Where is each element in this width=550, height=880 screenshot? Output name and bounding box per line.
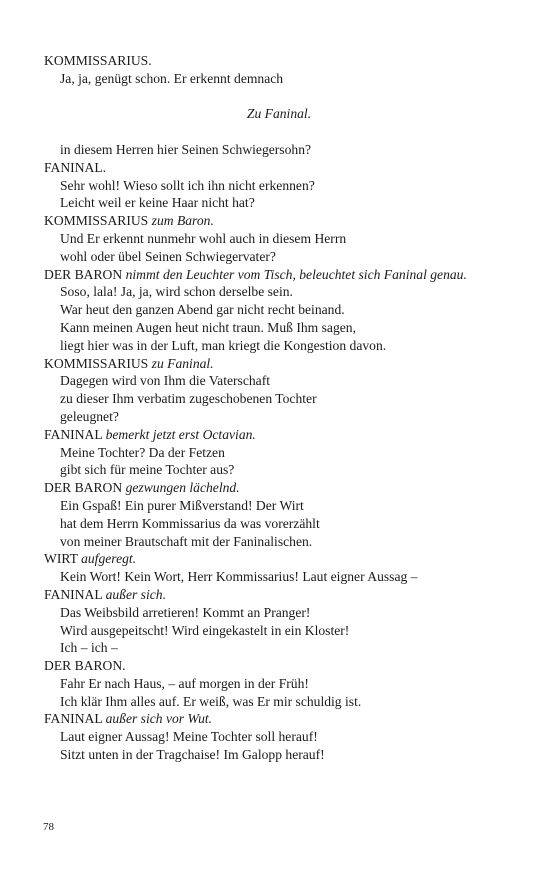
speaker-name: FANINAL	[44, 711, 103, 727]
blank-line	[44, 123, 514, 141]
speaker-line	[44, 52, 514, 70]
stage-direction: zum Baron.	[151, 213, 214, 229]
stage-direction: aufgeregt.	[81, 551, 137, 567]
verse-line: Kein Wort! Kein Wort, Herr Kommissarius! Laut eigner Aussag –	[60, 569, 418, 585]
verse-line: Soso, lala! Ja, ja, wird schon derselbe sein.	[60, 284, 293, 300]
speaker-name: KOMMISSARIUS.	[44, 53, 152, 68]
verse-line: Ein Gspaß! Ein purer Mißverstand! Der Wirt	[60, 497, 304, 513]
stage-direction: nimmt den Leuchter vom Tisch, beleuchtet sich Faninal genau.	[125, 266, 467, 282]
speaker-name: KOMMISSARIUS	[44, 355, 149, 371]
verse-line: Das Weibsbild arretieren! Kommt an Pranger!	[60, 604, 311, 620]
verse-line: Fahr Er nach Haus, – auf morgen in der Früh!	[60, 675, 309, 691]
speaker-name: WIRT	[44, 551, 78, 567]
verse-line: Ja, ja, genügt schon. Er erkennt demnach	[60, 70, 284, 86]
verse-line: Sitzt unten in der Tragchaise! Im Galopp herauf!	[60, 747, 325, 763]
play-text	[44, 52, 514, 764]
speaker-line	[44, 586, 514, 604]
blank-line	[44, 88, 514, 106]
verse-line: geleugnet?	[60, 408, 119, 424]
verse-line: Kann meinen Augen heut nicht traun. Muß Ihm sagen,	[60, 319, 356, 335]
speaker-line	[44, 355, 514, 373]
verse-line: Laut eigner Aussag! Meine Tochter soll herauf!	[60, 729, 318, 745]
verse-line: Sehr wohl! Wieso sollt ich ihn nicht erkennen?	[60, 177, 315, 193]
speaker-line	[44, 710, 514, 728]
verse-line: Meine Tochter? Da der Fetzen	[60, 444, 225, 460]
speaker-name: DER BARON	[44, 480, 123, 496]
verse-line: zu dieser Ihm verbatim zugeschobenen Tochter	[60, 391, 317, 407]
verse-line: in diesem Herren hier Seinen Schwiegersohn?	[60, 141, 312, 157]
verse-line: Wird ausgepeitscht! Wird eingekastelt in ein Kloster!	[60, 622, 350, 638]
speaker-line	[44, 550, 514, 568]
verse-line: Ich – ich –	[60, 640, 118, 656]
verse-line: War heut den ganzen Abend gar nicht recht beinand.	[60, 302, 345, 318]
verse-line: hat dem Herrn Kommissarius da was vorerzählt	[60, 515, 320, 531]
stage-direction: außer sich.	[105, 586, 166, 602]
stage-direction: Zu Faninal.	[246, 106, 312, 122]
verse-line: gibt sich für meine Tochter aus?	[60, 462, 235, 478]
speaker-line	[44, 159, 514, 177]
verse-line: Leicht weil er keine Haar nicht hat?	[60, 195, 255, 211]
speaker-name: KOMMISSARIUS	[44, 213, 149, 229]
page-number: 78	[43, 821, 54, 833]
speaker-name: DER BARON.	[44, 658, 126, 674]
speaker-line	[44, 426, 514, 444]
speaker-line	[44, 479, 514, 497]
verse-line: Dagegen wird von Ihm die Vaterschaft	[60, 373, 271, 389]
verse-line: von meiner Brautschaft mit der Faninalischen.	[60, 533, 313, 549]
verse-line: wohl oder übel Seinen Schwiegervater?	[60, 248, 276, 264]
speaker-name: FANINAL	[44, 586, 103, 602]
stage-direction: zu Faninal.	[151, 355, 214, 371]
speaker-line	[44, 212, 514, 230]
speaker-line	[44, 657, 514, 675]
stage-direction: außer sich vor Wut.	[105, 711, 213, 727]
stage-direction: gezwungen lächelnd.	[125, 480, 240, 496]
verse-line: liegt hier was in der Luft, man kriegt die Kongestion davon.	[60, 337, 387, 353]
stage-direction: bemerkt jetzt erst Octavian.	[105, 426, 256, 442]
speaker-name: FANINAL	[44, 426, 103, 442]
verse-line: Und Er erkennt nunmehr wohl auch in diesem Herrn	[60, 230, 347, 246]
speaker-line	[44, 266, 514, 284]
verse-line: Ich klär Ihm alles auf. Er weiß, was Er mir schuldig ist.	[60, 693, 362, 709]
speaker-name: DER BARON	[44, 266, 123, 282]
speaker-name: FANINAL.	[44, 159, 107, 175]
